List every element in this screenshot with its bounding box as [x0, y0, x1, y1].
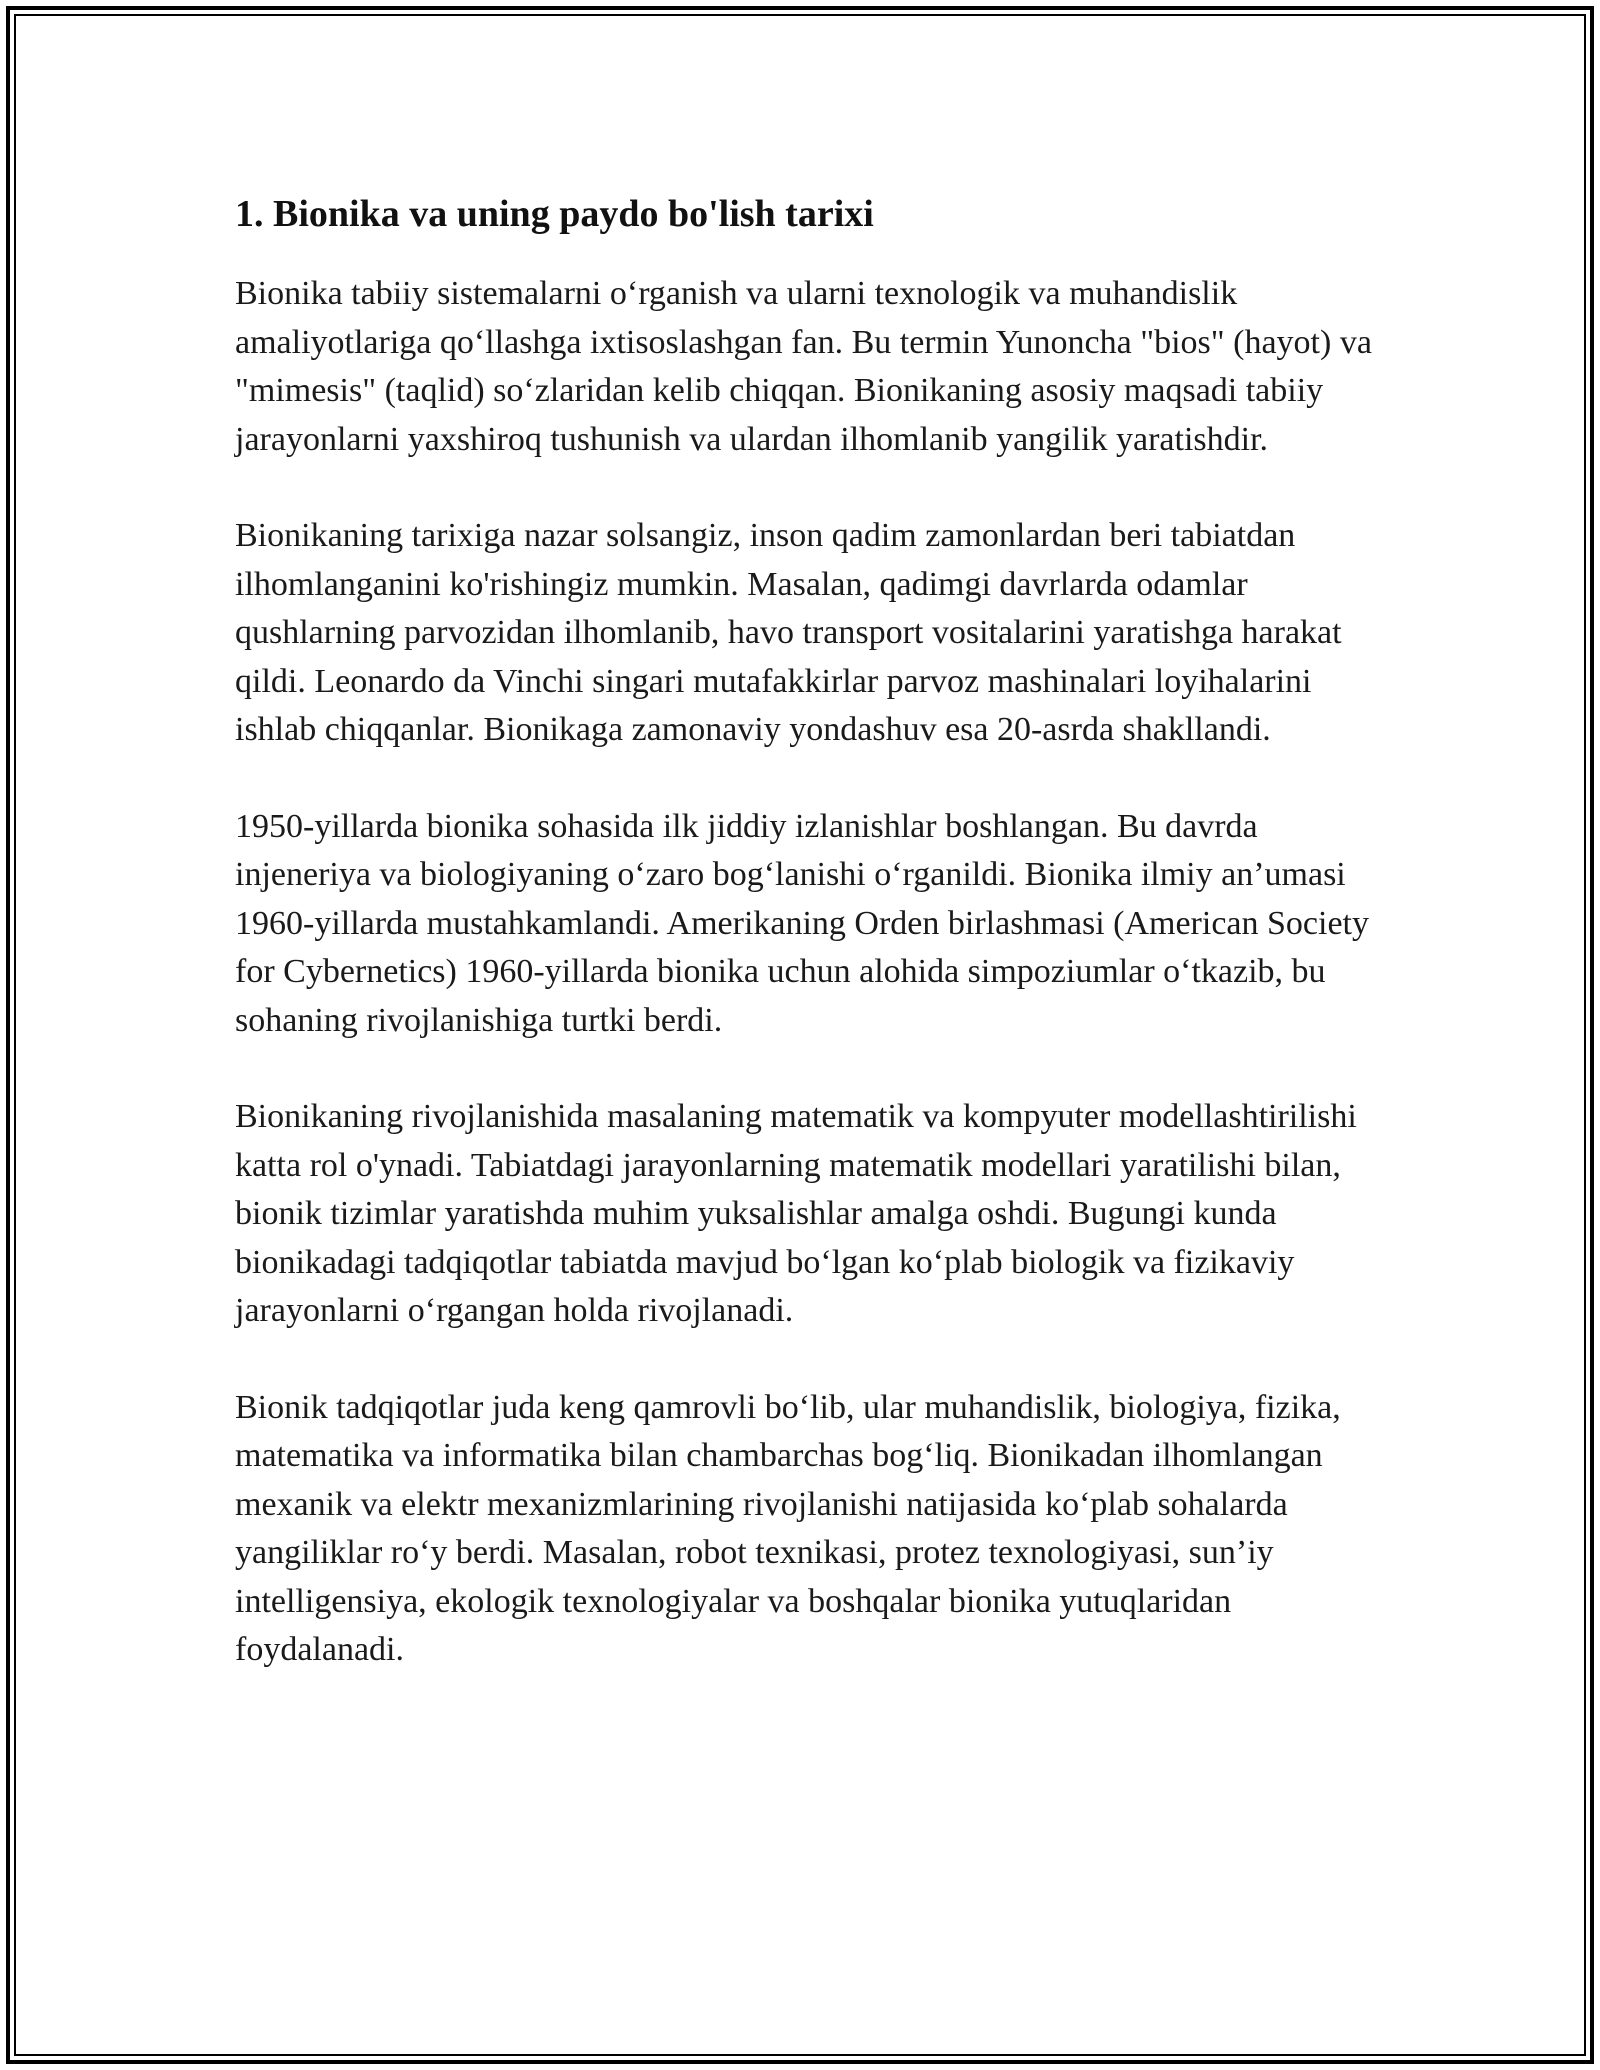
paragraph-definition: Bionika tabiiy sistemalarni o‘rganish va ularni texnologik va muhandislik amaliyotlariga qo‘llashga ixtisoslashgan fan. Bu termin Yunoncha "bios" (hayot) va "mimesis" (taqlid) so‘zlaridan kelib chiqqan. Bionikaning asosiy maqsadi tabiiy jarayonlarni yaxshiroq tushunish va ulardan ilhomlanib yangilik yaratishdir. [235, 275, 1372, 458]
paragraph-history: Bionikaning tarixiga nazar solsangiz, inson qadim zamonlardan beri tabiatdan ilhomlanganini ko'rishingiz mumkin. Masalan, qadimgi davrlarda odamlar qushlarning parvozidan ilhomlanib, havo transport vositalarini yaratishga harakat qildi. Leonardo da Vinchi singari mutafakkirlar parvoz mashinalari loyihalarini ishlab chiqqanlar. Bionikaga zamonaviy yondashuv esa 20-asrda shakllandi. [235, 517, 1342, 748]
paragraph-applications: Bionik tadqiqotlar juda keng qamrovli bo‘lib, ular muhandislik, biologiya, fizika, matematika va informatika bilan chambarchas bog‘liq. Bionikadan ilhomlangan mexanik va elektr mexanizmlarining rivojlanishi natijasida ko‘plab sohalarda yangiliklar ro‘y berdi. Masalan, robot texnikasi, protez texnologiyasi, sun’iy intelligensiya, ekologik texnologiyalar va boshqalar bionika yutuqlaridan foydalanadi. [235, 1388, 1341, 1668]
page-title: 1. Bionika va uning paydo bo'lish tarixi [235, 193, 874, 235]
document-body [235, 186, 1375, 1723]
paragraph-1950s: 1950-yillarda bionika sohasida ilk jiddiy izlanishlar boshlangan. Bu davrda injeneriya va biologiyaning o‘zaro bog‘lanishi o‘rganildi. Bionika ilmiy an’umasi 1960-yillarda mustahkamlandi. Amerikaning Orden birlashmasi (American Society for Cybernetics) 1960-yillarda bionika uchun alohida simpoziumlar o‘tkazib, bu sohaning rivojlanishiga turtki berdi. [235, 807, 1369, 1039]
paragraph-modelling: Bionikaning rivojlanishida masalaning matematik va kompyuter modellashtirilishi katta rol o'ynadi. Tabiatdagi jarayonlarning matematik modellari yaratilishi bilan, bionik tizimlar yaratishda muhim yuksalishlar amalga oshdi. Bugungi kunda bionikadagi tadqiqotlar tabiatda mavjud bo‘lgan ko‘plab biologik va fizikaviy jarayonlarni o‘rgangan holda rivojlanadi. [235, 1098, 1357, 1329]
